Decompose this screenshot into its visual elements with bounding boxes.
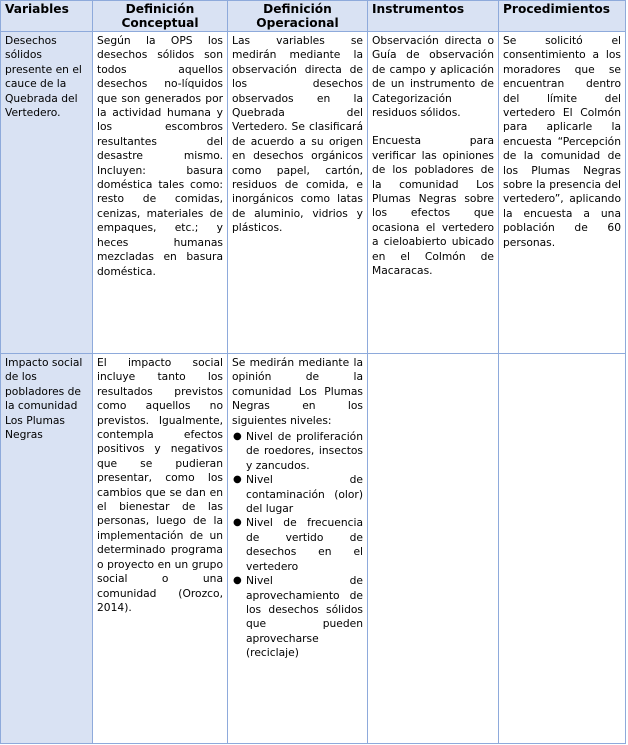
instruments-cell <box>368 32 499 354</box>
procedures-cell: Se solicitó el consentimiento a los moradores que se encuentran dentro del límite del vertedero El Colmón para aplicarle la encuesta “Percepción de la comunidad de los Plumas Negras sobre la presencia del vertedero”, aplicando la encuesta a una población de 60 personas. <box>499 32 626 354</box>
bullet-icon: ● <box>233 517 242 529</box>
list-item: ● Nivel de proliferación de roedores, insectos y zancudos. <box>233 430 363 472</box>
instrument-observation: Observación directa o Guía de observación de campo y aplicación de un instrumento de Categorización residuos sólidos. <box>372 34 494 120</box>
header-operational-definition: Definición Operacional <box>228 1 368 32</box>
operational-cell <box>228 354 368 744</box>
operational-intro: Se medirán mediante la opinión de la comunidad Los Plumas Negras en los siguientes niveles: <box>232 356 363 427</box>
header-instruments: Instrumentos <box>368 1 499 32</box>
operational-cell: Las variables se medirán mediante la observación directa de los desechos observados en la Quebrada del Vertedero. Se clasificará de acuerdo a su origen en desechos orgánicos como papel, cartón, residuos de comida, e inorgánicos como latas de aluminio, vidrios y plásticos. <box>228 32 368 354</box>
instruments-cell <box>368 354 499 744</box>
levels-list <box>232 430 363 661</box>
bullet-icon: ● <box>233 431 242 443</box>
bullet-icon: ● <box>233 575 242 587</box>
conceptual-cell: Según la OPS los desechos sólidos son todos aquellos desechos no-líquidos que son generados por la actividad humana y los escombros resultantes del desastre mismo. Incluyen: basura doméstica tales como: resto de comidas, cenizas, materiales de empaques, etc.; y heces humanas mezcladas en basura doméstica. <box>93 32 228 354</box>
header-procedures: Procedimientos <box>499 1 626 32</box>
bullet-icon: ● <box>233 474 242 486</box>
list-item: ● Nivel de frecuencia de vertido de desechos en el vertedero <box>233 516 363 573</box>
header-conceptual-definition: Definición Conceptual <box>93 1 228 32</box>
table-row <box>1 32 626 354</box>
table-row <box>1 354 626 744</box>
list-item: ● Nivel de contaminación (olor) del lugar <box>233 473 363 516</box>
list-item: ● Nivel de aprovechamiento de los desechos sólidos que pueden aprovecharse (reciclaje) <box>233 574 363 660</box>
instrument-survey: Encuesta para verificar las opiniones de los pobladores de la comunidad Los Plumas Negras sobre los efectos que ocasiona el vertedero a cieloabierto ubicado en el Colmón de Macaracas. <box>372 134 494 278</box>
procedures-cell <box>499 354 626 744</box>
conceptual-cell: El impacto social incluye tanto los resultados previstos como aquellos no previstos. Igualmente, contempla efectos positivos y negativos que se pudieran presentar, como los cambios que se dan en el bienestar de las personas, luego de la implementación de un determinado programa o proyecto en un grupo social o una comunidad (Orozco, 2014). <box>93 354 228 744</box>
variable-cell: Desechos sólidos presente en el cauce de la Quebrada del Vertedero. <box>1 32 93 354</box>
header-variables: Variables <box>1 1 93 32</box>
variable-cell: Impacto social de los pobladores de la comunidad Los Plumas Negras <box>1 354 93 744</box>
